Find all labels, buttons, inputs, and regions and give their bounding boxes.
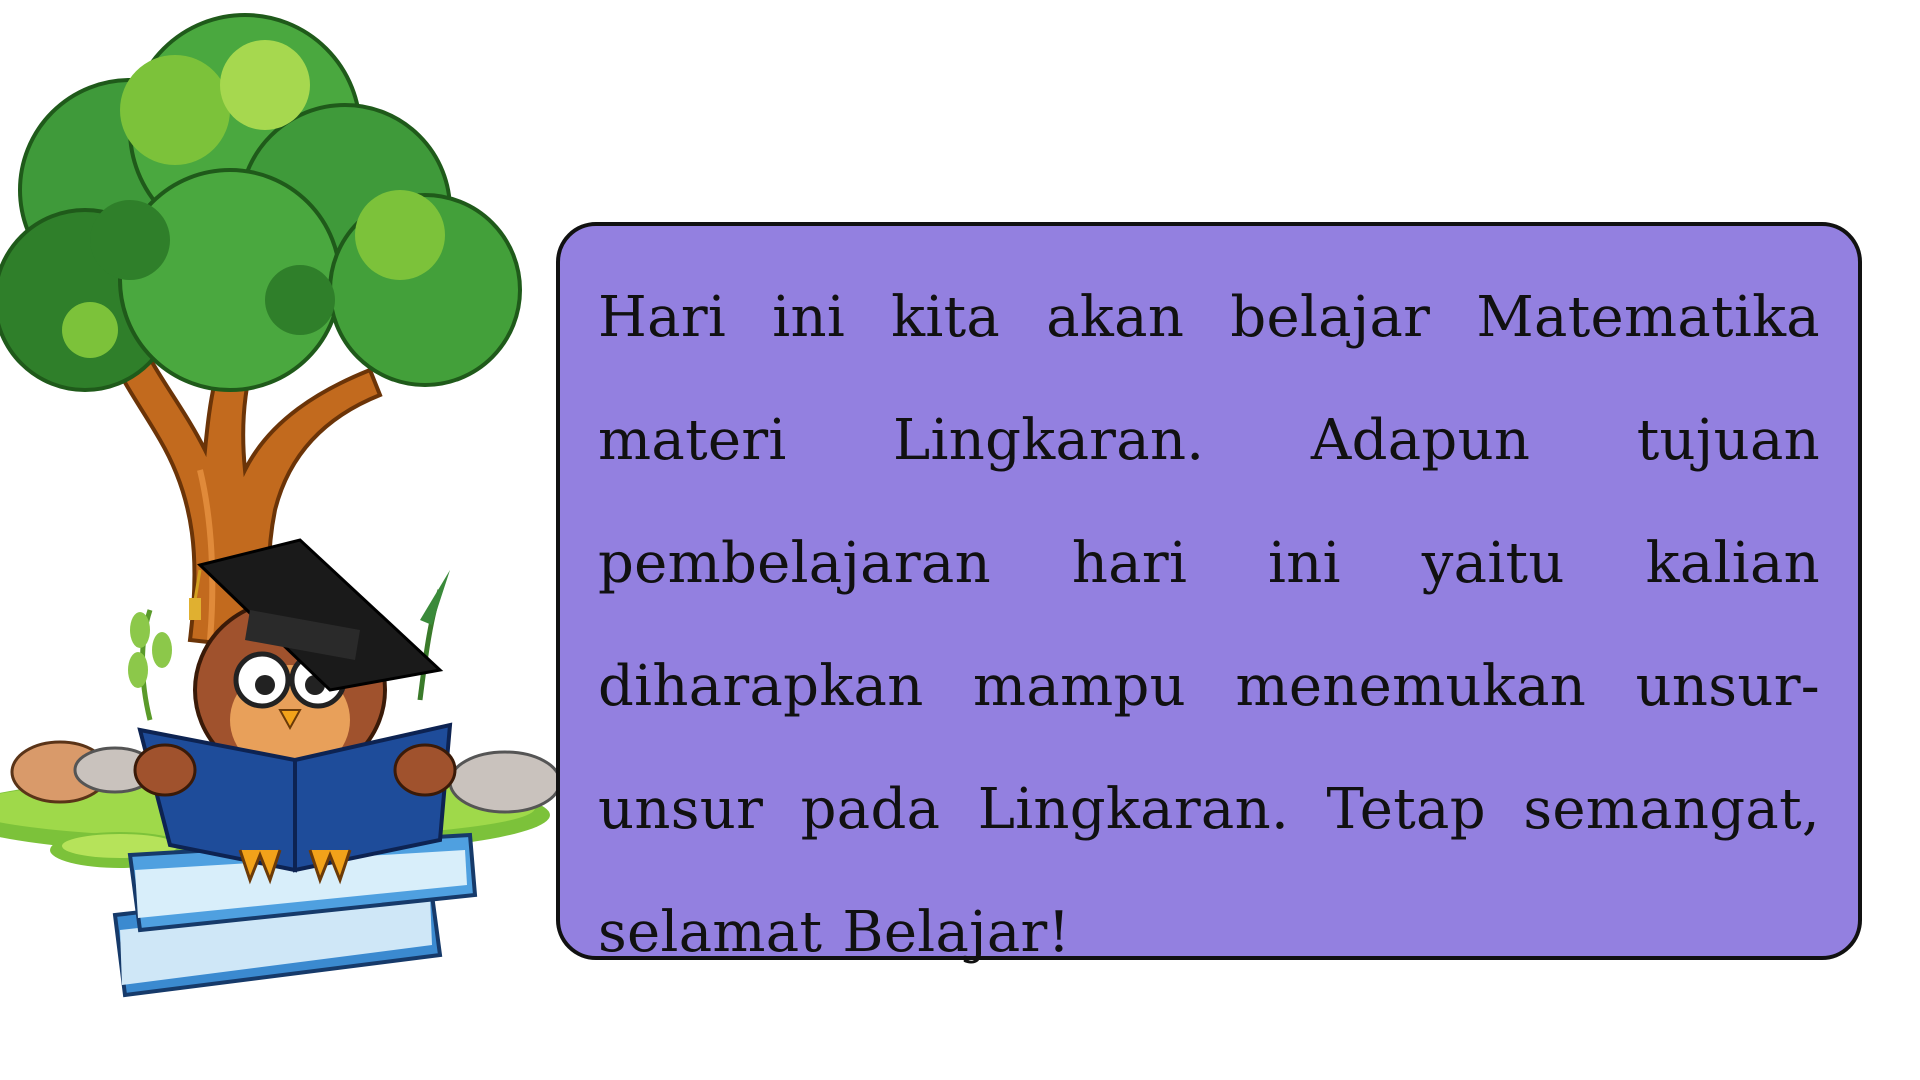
message-box [556, 222, 1862, 965]
message-text: Hari ini kita akan belajar Matematika materi Lingkaran. Adapun tujuan pembelajaran hari ini yaitu kalian diharapkan mampu menemukan unsur-unsur pada Lingkaran. Tetap semangat, selamat Belajar! [598, 285, 1820, 965]
tree-canopy [0, 15, 520, 390]
owl-tree-illustration [0, 0, 560, 1040]
